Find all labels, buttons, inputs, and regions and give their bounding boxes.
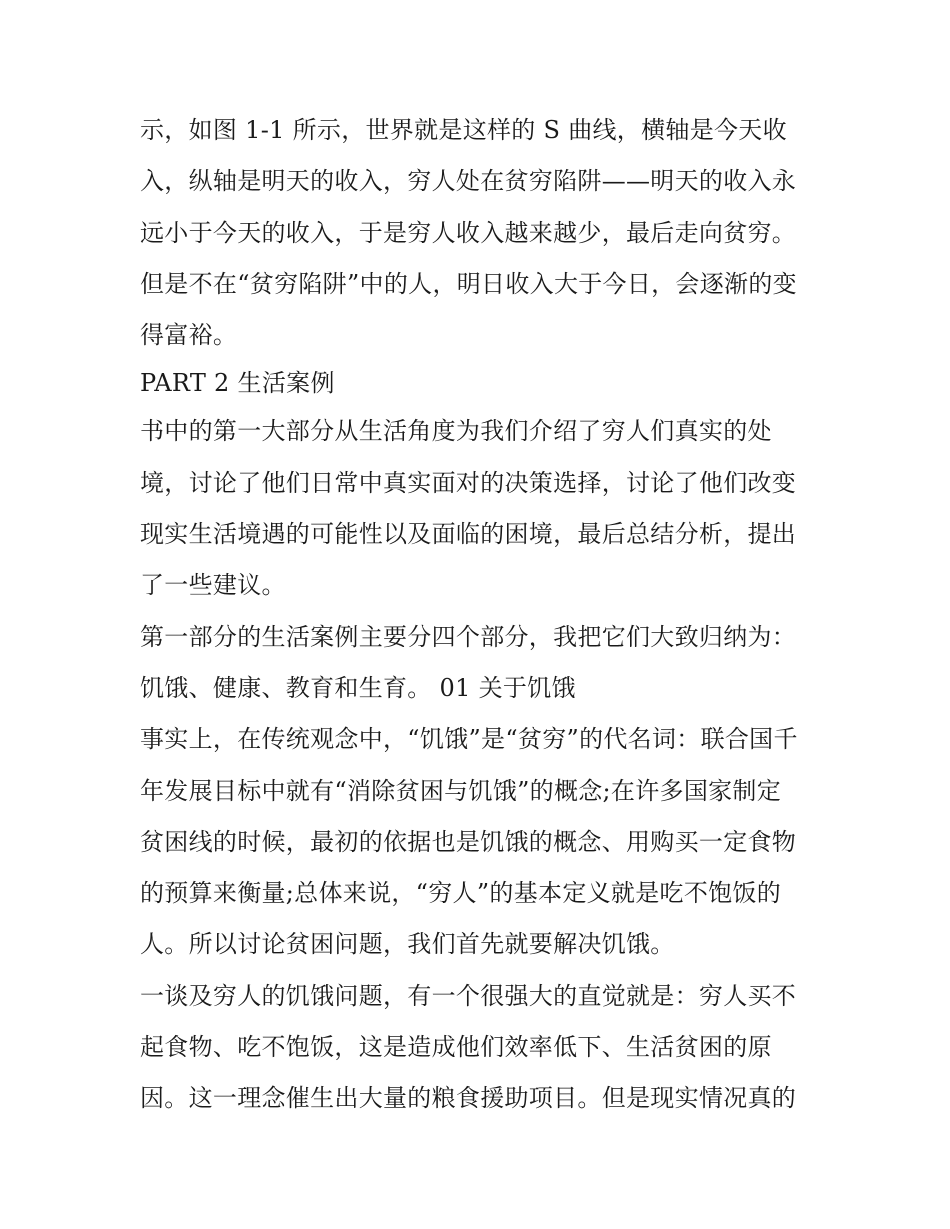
text-line: 事实上，在传统观念中，“饥饿”是“贫穷”的代名词：联合国千 [140, 725, 798, 754]
text-line: 入，纵轴是明天的收入，穷人处在贫穷陷阱——明天的收入永 [140, 167, 797, 196]
text-line: 了一些建议。 [140, 571, 286, 600]
text-line: 书中的第一大部分从生活角度为我们介绍了穷人们真实的处 [140, 417, 772, 446]
text-line: 一谈及穷人的饥饿问题，有一个很强大的直觉就是：穷人买不 [140, 981, 797, 1010]
text-line: 因。这一理念催生出大量的粮食援助项目。但是现实情况真的 [140, 1084, 797, 1113]
text-line: 人。所以讨论贫困问题，我们首先就要解决饥饿。 [140, 930, 675, 959]
text-line: 远小于今天的收入，于是穷人收入越来越少，最后走向贫穷。 [140, 218, 797, 247]
text-line: 饥饿、健康、教育和生育。 01 关于饥饿 [140, 673, 576, 702]
text-line: 贫困线的时候，最初的依据也是饥饿的概念、用购买一定食物 [140, 827, 797, 856]
text-line: 得富裕。 [140, 321, 238, 350]
text-line: 境，讨论了他们日常中真实面对的决策选择，讨论了他们改变 [140, 468, 797, 497]
text-line: 示，如图 1-1 所示，世界就是这样的 S 曲线，横轴是今天收 [140, 116, 787, 144]
text-line: 第一部分的生活案例主要分四个部分，我把它们大致归纳为： [140, 622, 797, 651]
text-line: 起食物、吃不饱饭，这是造成他们效率低下、生活贫困的原 [140, 1033, 772, 1062]
section-heading: PART 2 生活案例 [140, 369, 335, 398]
text-line: 年发展目标中就有“消除贫困与饥饿”的概念;在许多国家制定 [140, 776, 782, 805]
text-line: 的预算来衡量;总体来说，“穷人”的基本定义就是吃不饱饭的 [140, 879, 782, 908]
text-line: 但是不在“贫穷陷阱”中的人，明日收入大于今日，会逐渐的变 [140, 269, 797, 298]
document-page [140, 105, 830, 1125]
text-line: 现实生活境遇的可能性以及面临的困境，最后总结分析，提出 [140, 520, 797, 549]
